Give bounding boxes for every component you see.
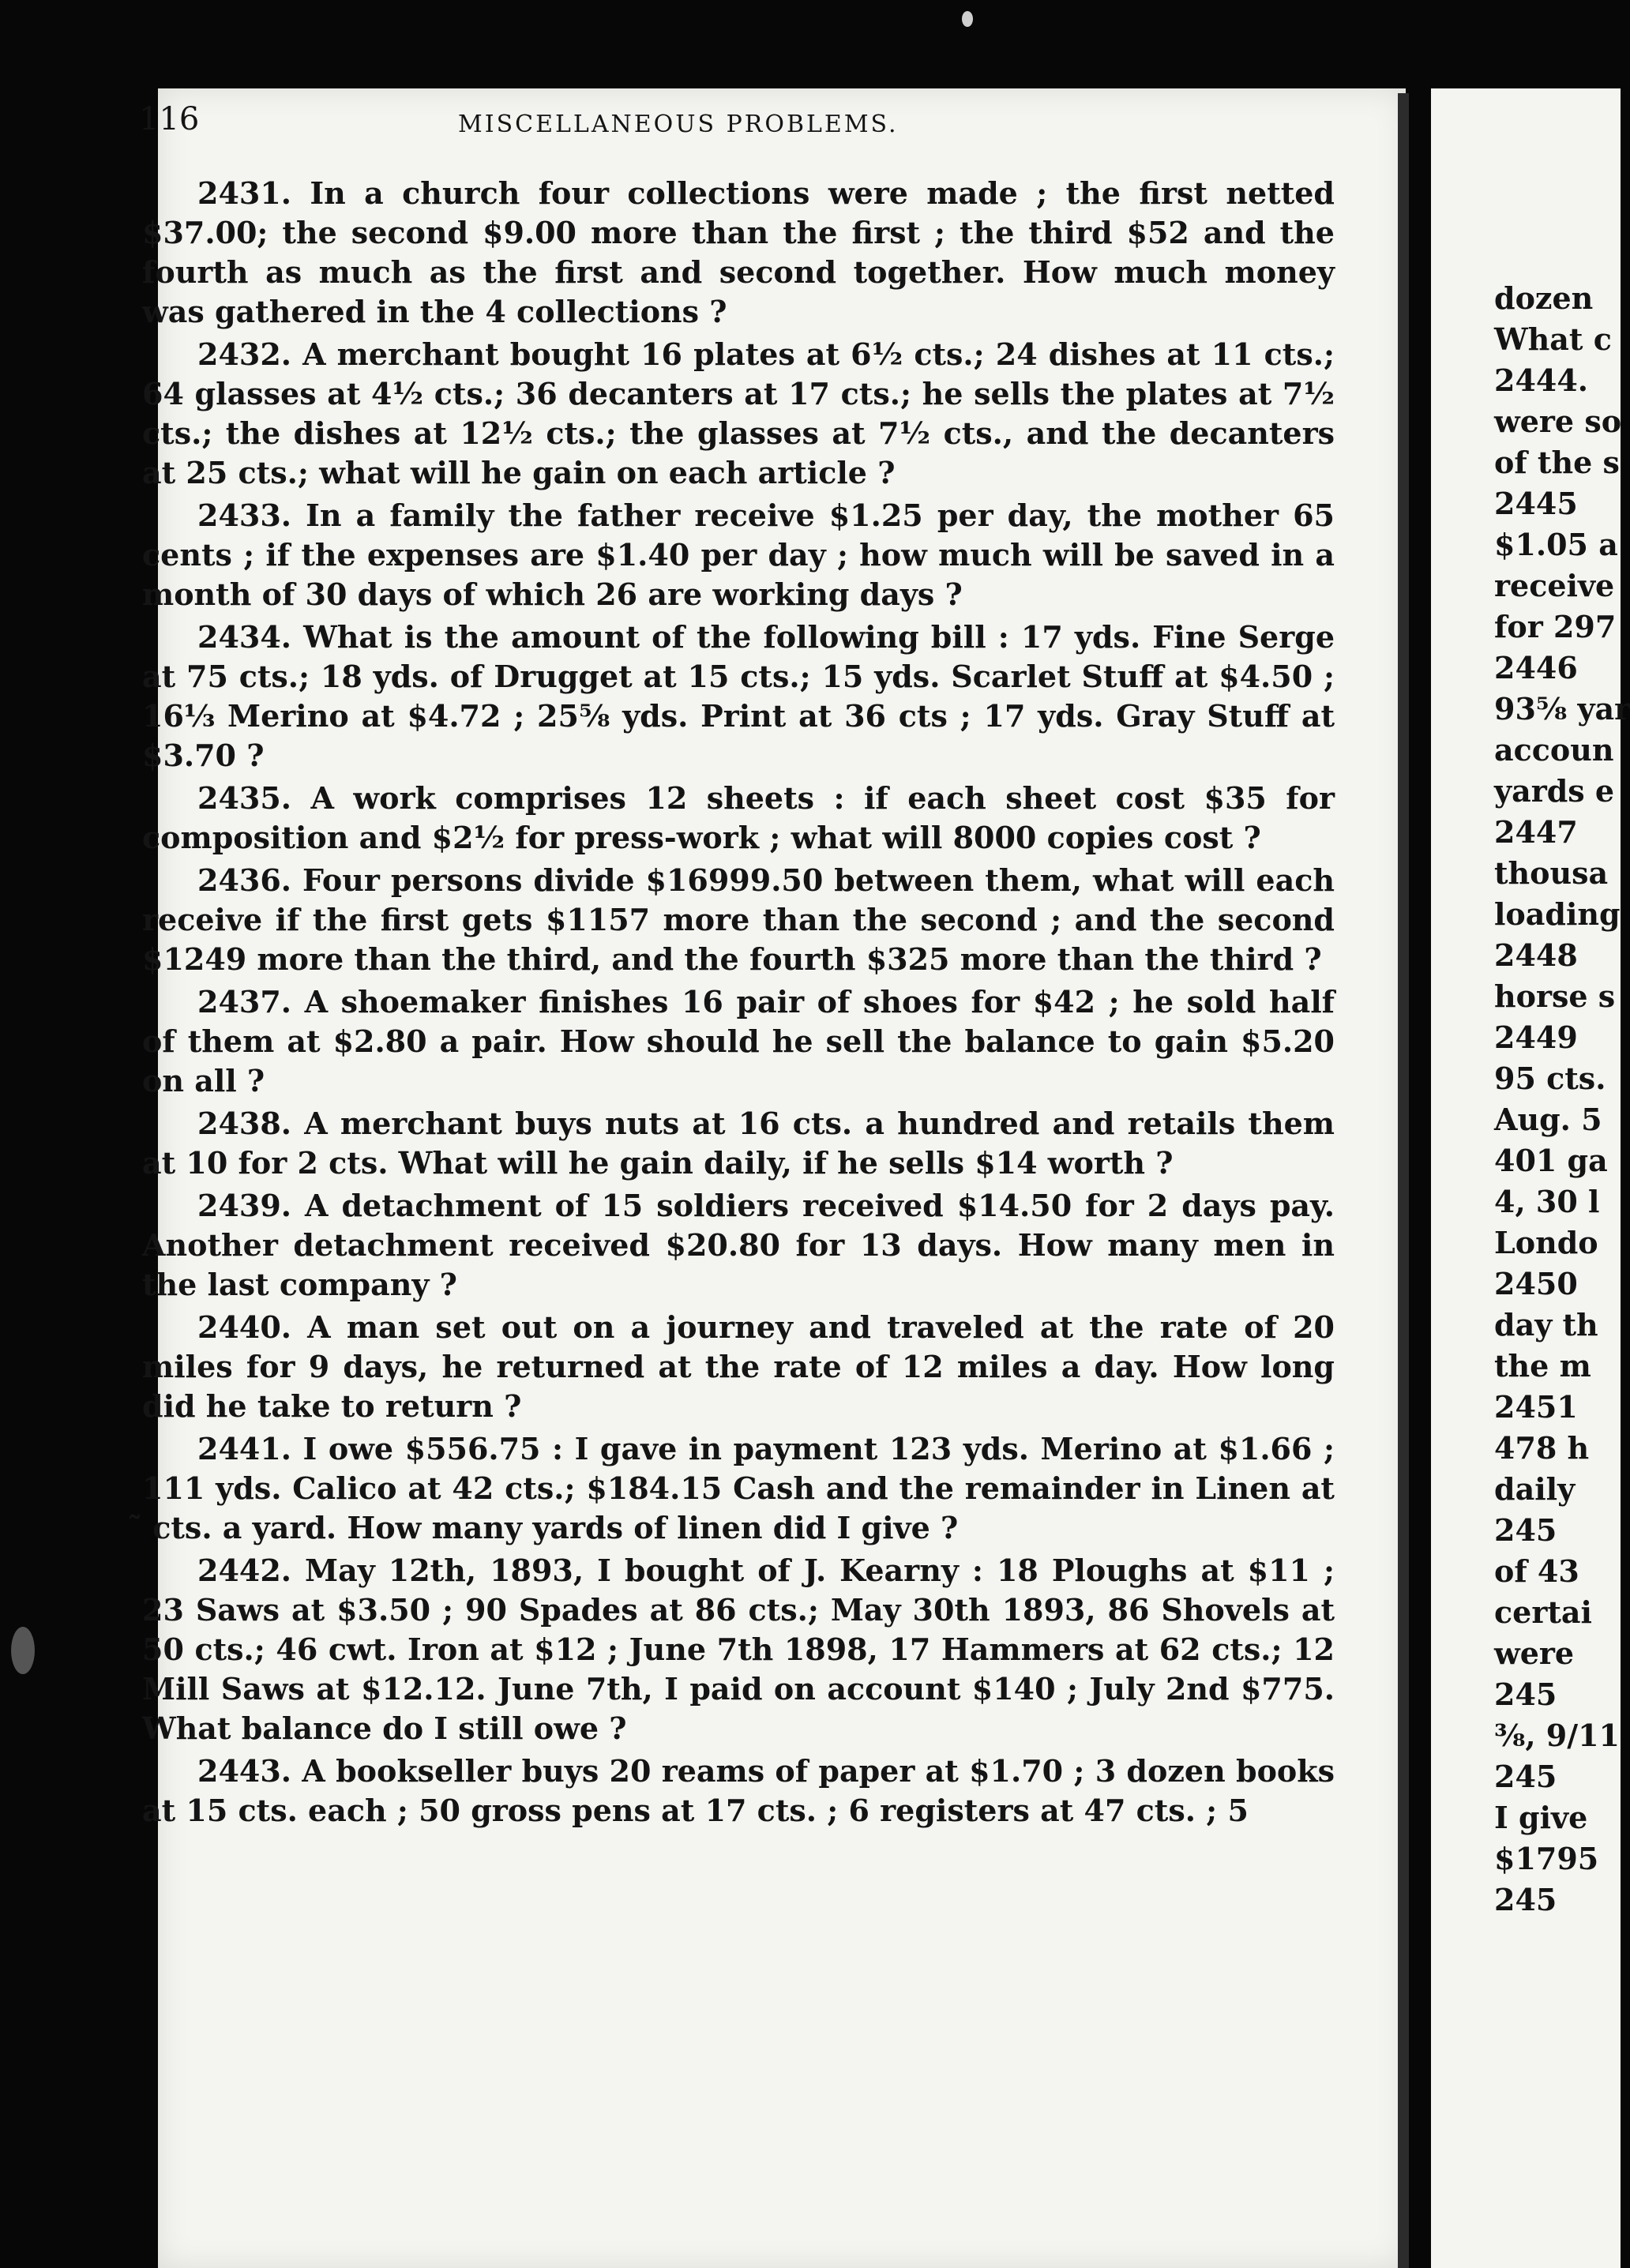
facing-line: 2446 — [1494, 650, 1578, 685]
problem-2439 — [142, 1186, 1335, 1305]
facing-line: were so — [1494, 404, 1622, 439]
problem-text: A detachment of 15 soldiers received $14.50 for 2 days pay. Another detachment received $20.80 for 13 days. How many men in the last company ? — [142, 1188, 1335, 1302]
facing-line: $1795 — [1494, 1841, 1599, 1876]
problem-2438 — [142, 1104, 1335, 1183]
problem-2442 — [142, 1551, 1335, 1748]
facing-line: 93⅝ yar — [1494, 691, 1630, 727]
facing-line: 2444. — [1494, 362, 1588, 398]
facing-line: of the s — [1494, 445, 1620, 480]
facing-line: 245 — [1494, 1759, 1557, 1794]
facing-line: Aug. 5 — [1494, 1102, 1602, 1137]
problem-2433 — [142, 496, 1335, 614]
facing-page — [1431, 88, 1630, 2268]
problem-text: A merchant buys nuts at 16 cts. a hundred and retails them at 10 for 2 cts. What will he gain daily, if he sells $14 worth ? — [142, 1106, 1335, 1181]
facing-line: 245 — [1494, 1882, 1557, 1917]
problem-2434 — [142, 618, 1335, 775]
facing-line: 478 h — [1494, 1430, 1590, 1466]
facing-line: 245 — [1494, 1677, 1557, 1712]
facing-line: of 43 — [1494, 1553, 1579, 1589]
facing-line: the m — [1494, 1348, 1591, 1384]
problems-list — [142, 174, 1335, 1834]
problem-text: A bookseller buys 20 reams of paper at $1.70 ; 3 dozen books at 15 cts. each ; 50 gross pens at 17 cts. ; 6 registers at 47 cts. ; 5 — [142, 1753, 1335, 1828]
problem-number: 2434. — [197, 619, 291, 655]
facing-line: yards e — [1494, 773, 1615, 809]
facing-line: 2450 — [1494, 1266, 1578, 1301]
problem-number: 2441. — [197, 1431, 291, 1466]
facing-line: loading — [1494, 896, 1621, 932]
problem-number: 2443. — [197, 1753, 291, 1789]
running-title: MISCELLANEOUS PROBLEMS. — [458, 111, 899, 138]
facing-line: 2448 — [1494, 937, 1578, 973]
problem-text: What is the amount of the following bill : 17 yds. Fine Serge at 75 cts.; 18 yds. of Drugget at 15 cts.; 15 yds. Scarlet Stuff at $4.50 ; 16⅓ Merino at $4.72 ; 25⅝ yds. Print at 36 cts ; 17 yds. Gray Stuff at $3.70 ? — [142, 619, 1335, 773]
facing-line: What c — [1494, 321, 1612, 357]
page-gutter-shadow — [1398, 93, 1409, 2268]
facing-line: 4, 30 l — [1494, 1184, 1600, 1219]
problem-number: 2433. — [197, 498, 291, 533]
facing-line: 2449 — [1494, 1019, 1578, 1055]
problem-text: A work comprises 12 sheets : if each sheet cost $35 for composition and $2½ for press-work ; what will 8000 copies cost ? — [142, 780, 1335, 855]
problem-number: 2435. — [197, 780, 291, 816]
facing-line: horse s — [1494, 978, 1616, 1014]
problem-number: 2439. — [197, 1188, 291, 1223]
facing-line: for 297 — [1494, 609, 1617, 644]
facing-line: 95 cts. — [1494, 1061, 1606, 1096]
problem-text: May 12th, 1893, I bought of J. Kearny : 18 Ploughs at $11 ; 23 Saws at $3.50 ; 90 Spades at 86 cts.; May 30th 1893, 86 Shovels at 50 cts.; 46 cwt. Iron at $12 ; June 7th 1898, 17 Hammers at 62 cts.; 12 Mill Saws at $12.12. June 7th, I paid on account $140 ; July 2nd $775. What balance do I still owe ? — [142, 1553, 1335, 1746]
problem-2440 — [142, 1308, 1335, 1426]
problem-number: 2442. — [197, 1553, 291, 1588]
problem-text: A man set out on a journey and traveled at the rate of 20 miles for 9 days, he returned at the rate of 12 miles a day. How long did he take to return ? — [142, 1309, 1335, 1424]
facing-line: 401 ga — [1494, 1143, 1608, 1178]
facing-line: thousa — [1494, 855, 1609, 891]
problem-2441 — [142, 1429, 1335, 1548]
problem-2436 — [142, 861, 1335, 979]
problem-2432 — [142, 335, 1335, 493]
problem-text: Four persons divide $16999.50 between them, what will each receive if the first gets $1157 more than the second ; and the second $1249 more than the third, and the fourth $325 more than the third ? — [142, 862, 1335, 977]
facing-line: 2445 — [1494, 486, 1578, 521]
facing-line: certai — [1494, 1594, 1592, 1630]
problem-number: 2438. — [197, 1106, 291, 1141]
problem-text: I owe $556.75 : I gave in payment 123 yds. Merino at $1.66 ; 111 yds. Calico at 42 cts.; $184.15 Cash and the remainder in Linen at ̃ cts. a yard. How many yards of linen did I give ? — [142, 1431, 1335, 1545]
facing-line: Londo — [1494, 1225, 1598, 1260]
problem-2435 — [142, 779, 1335, 858]
problem-number: 2440. — [197, 1309, 291, 1345]
facing-line: dozen — [1494, 280, 1594, 316]
facing-page-text — [1494, 278, 1630, 1921]
problem-text: In a family the father receive $1.25 per day, the mother 65 cents ; if the expenses are $1.40 per day ; how much will be saved in a month of 30 days of which 26 are working days ? — [142, 498, 1335, 612]
paper-speck — [11, 1627, 35, 1674]
problem-number: 2431. — [197, 175, 291, 211]
problem-text: In a church four collections were made ; the first netted $37.00; the second $9.00 more than the first ; the third $52 and the fourth as much as the first and second together. How much money was gathered in the 4 collections ? — [142, 175, 1335, 329]
facing-line: were — [1494, 1635, 1575, 1671]
facing-line: day th — [1494, 1307, 1598, 1342]
problem-2437 — [142, 982, 1335, 1101]
facing-line: receive — [1494, 568, 1615, 603]
problem-number: 2436. — [197, 862, 291, 898]
facing-line: ⅜, 9/11 — [1494, 1718, 1620, 1753]
facing-line: 2447 — [1494, 814, 1578, 850]
facing-line: 2451 — [1494, 1389, 1578, 1425]
problem-number: 2432. — [197, 336, 291, 372]
problem-text: A shoemaker finishes 16 pair of shoes for $42 ; he sold half of them at $2.80 a pair. How should he sell the balance to gain $5.20 on all ? — [142, 984, 1335, 1098]
problem-text: A merchant bought 16 plates at 6½ cts.; 24 dishes at 11 cts.; 64 glasses at 4½ cts.; 36 decanters at 17 cts.; he sells the plates at 7½ cts.; the dishes at 12½ cts.; the glasses at 7½ cts., and the decanters at 25 cts.; what will he gain on each article ? — [142, 336, 1335, 490]
facing-line: 245 — [1494, 1512, 1557, 1548]
facing-line: daily — [1494, 1471, 1576, 1507]
paper-speck — [962, 11, 973, 27]
problem-2443 — [142, 1752, 1335, 1831]
facing-line: accoun — [1494, 732, 1614, 768]
facing-line: $1.05 a — [1494, 527, 1618, 562]
problem-number: 2437. — [197, 984, 291, 1019]
facing-line: I give — [1494, 1800, 1588, 1835]
problem-2431 — [142, 174, 1335, 332]
page-number: 116 — [139, 101, 200, 137]
